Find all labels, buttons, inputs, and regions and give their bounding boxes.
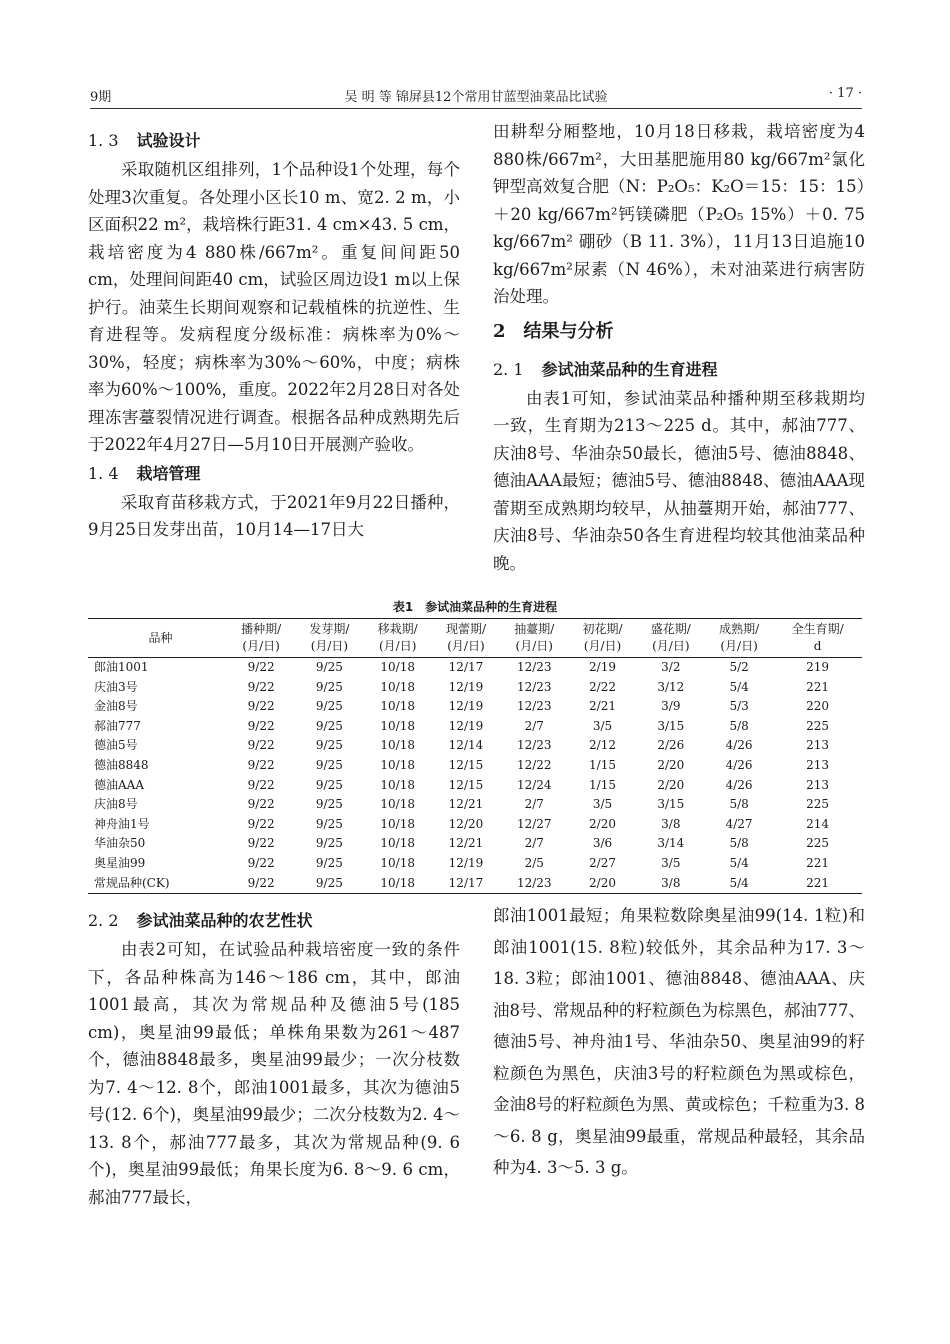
table-row <box>88 678 862 698</box>
table-cell: 2/7 <box>524 836 544 851</box>
table-cell: 12/24 <box>516 777 552 792</box>
table-cell: 9/22 <box>247 777 275 792</box>
table-cell: 2/5 <box>524 855 544 870</box>
table-cell: 12/19 <box>448 699 484 714</box>
table-row <box>88 658 862 678</box>
table-cell: 12/21 <box>448 836 484 851</box>
table-cell: 2/7 <box>524 797 544 812</box>
table-cell: 9/25 <box>315 738 343 753</box>
table-cell: 10/18 <box>380 797 415 812</box>
table-cell: 2/20 <box>657 757 685 772</box>
left-column-bottom <box>88 906 460 1211</box>
section-1-3-heading: 1. 3 试验设计 <box>88 131 201 150</box>
table-cell: 9/22 <box>247 738 275 753</box>
section-2-heading: 2 结果与分析 <box>493 320 614 342</box>
table-cell: 3/8 <box>661 816 681 831</box>
table-cell: 9/22 <box>247 797 275 812</box>
table-cell: 12/23 <box>516 875 552 890</box>
table-cell: 9/25 <box>315 757 343 772</box>
table-cell: 1/15 <box>589 757 616 772</box>
table-cell: 10/18 <box>380 836 415 851</box>
table-cell: 12/23 <box>516 738 552 753</box>
table-cell: 2/7 <box>524 718 544 733</box>
table-cell: 2/19 <box>589 660 616 674</box>
table-row <box>88 717 862 737</box>
table-cell: 9/22 <box>247 699 275 714</box>
continued-paragraph-2: 郎油1001最短；角果粒数除奥星油99(14. 1粒)和郎油1001(15. 8粒)较低外，其余品种为17. 3～18. 3粒；郎油1001、德油8848、德油AAA、庆油8号、常规品种的籽粒颜色为棕黑色，郝油777、德油5号、神舟油1号、华油杂50、奥星油99的籽粒颜色为黑色，庆油3号的籽粒颜色为黑或棕色，金油8号的籽粒颜色为黑、黄或棕色；千粒重为3. 8～6. 8 g，奥星油99最重，常规品种最轻，其余品种为4. 3～5. 3 g。 <box>493 906 865 1177</box>
table-row <box>88 815 862 835</box>
section-1-3-paragraph: 采取随机区组排列，1个品种设1个处理，每个处理3次重复。各处理小区长10 m、宽2. 2 m，小区面积22 m²，栽培株行距31. 4 cm×43. 5 cm，栽培密度为4 880株/667m²。重复间间距50 cm，处理间间距40 cm，试验区周边设1 m以上保护行。油菜生长期间观察和记载植株的抗逆性、生育进程等。发病程度分级标准：病株率为0%～30%，轻度；病株率为30%～60%，中度；病株率为60%～100%，重度。2022年2月28日对各处理冻害薹裂情况进行调查。根据各品种成熟期先后于2022年4月27日—5月10日开展测产验收。 <box>88 160 460 454</box>
table-cell: 9/25 <box>315 875 343 890</box>
table-cell: 12/22 <box>516 757 552 772</box>
section-2-2-heading: 2. 2 参试油菜品种的农艺性状 <box>88 911 313 930</box>
table-cell: 12/27 <box>516 816 552 831</box>
table-cell: 10/18 <box>380 718 415 733</box>
table-cell: 9/25 <box>315 699 343 714</box>
table-cell: 12/19 <box>448 679 484 694</box>
table-cell: 12/23 <box>516 660 552 674</box>
table-cell: 5/8 <box>729 718 749 733</box>
left-column-top <box>88 126 460 544</box>
table-cell: 2/27 <box>589 855 616 870</box>
table-row <box>88 756 862 776</box>
section-1-4-heading: 1. 4 栽培管理 <box>88 463 201 483</box>
table-cell: 4/27 <box>725 816 753 831</box>
table-cell: 12/14 <box>448 738 484 753</box>
table-cell: 2/22 <box>589 679 616 694</box>
variety-name-cell: 德油8848 <box>94 757 149 772</box>
table-cell: 1/15 <box>589 777 616 792</box>
table-cell: 213 <box>806 757 830 772</box>
variety-name-cell: 奥星油99 <box>94 855 146 870</box>
table-cell: 9/25 <box>315 660 343 674</box>
table-cell: 9/22 <box>247 875 275 890</box>
table-cell: 213 <box>806 738 830 753</box>
issue-number: 9期 <box>90 90 112 105</box>
table-cell: 10/18 <box>380 816 415 831</box>
table-row <box>88 854 862 874</box>
table-cell: 12/15 <box>448 777 484 792</box>
right-column-top <box>493 118 865 577</box>
table-cell: 9/25 <box>315 836 343 851</box>
table-header-cell: 发芽期/ (月/日) <box>309 622 350 653</box>
section-2-1-heading: 2. 1 参试油菜品种的生育进程 <box>493 359 718 379</box>
table-cell: 10/18 <box>380 777 415 792</box>
running-title: 吴 明 等 锦屏县12个常用甘蓝型油菜品比试验 <box>344 90 608 105</box>
table-cell: 4/26 <box>725 757 753 772</box>
table-cell: 3/14 <box>657 836 685 851</box>
table-cell: 10/18 <box>380 855 415 870</box>
table-cell: 2/12 <box>589 738 616 753</box>
table-row <box>88 834 862 854</box>
table-cell: 213 <box>806 777 830 792</box>
section-2-1-paragraph: 由表1可知，参试油菜品种播种期至移栽期均一致，生育期为213～225 d。其中，郝油777、庆油8号、华油杂50最长，德油5号、德油8848、德油AAA最短；德油5号、德油8848、德油AAA现蕾期至成熟期均较早，从抽薹期开始，郝油777、庆油8号、华油杂50各生育进程均较其他油菜品种晚。 <box>493 388 865 573</box>
variety-name-cell: 庆油8号 <box>94 797 138 812</box>
table-cell: 5/4 <box>729 855 749 870</box>
table-cell: 10/18 <box>380 757 415 772</box>
table-cell: 3/12 <box>657 679 685 694</box>
table-cell: 9/22 <box>247 757 275 772</box>
table-cell: 12/15 <box>448 757 484 772</box>
table-cell: 12/19 <box>448 855 484 870</box>
table-header-cell: 现蕾期/ (月/日) <box>445 622 486 653</box>
table-cell: 225 <box>806 836 830 851</box>
table-cell: 221 <box>806 855 830 870</box>
table-cell: 9/25 <box>315 816 343 831</box>
variety-name-cell: 金油8号 <box>94 699 138 714</box>
table-header-cell: 品种 <box>148 630 173 645</box>
table-cell: 5/3 <box>729 699 749 714</box>
table-row <box>88 874 862 894</box>
table-header-cell: 抽薹期/ (月/日) <box>514 622 555 653</box>
variety-name-cell: 德油AAA <box>94 777 144 792</box>
table-header-cell: 全生育期/ d <box>791 622 844 653</box>
table-1 <box>88 618 862 894</box>
table-row <box>88 776 862 796</box>
running-header <box>90 80 862 109</box>
table-cell: 3/15 <box>657 718 685 733</box>
table-cell: 225 <box>806 797 830 812</box>
page-number: · 17 · <box>828 86 862 101</box>
table-header-row <box>88 619 862 658</box>
table-cell: 9/25 <box>315 797 343 812</box>
table-cell: 3/15 <box>657 797 685 812</box>
table-cell: 219 <box>806 660 830 674</box>
table-cell: 10/18 <box>380 738 415 753</box>
variety-name-cell: 德油5号 <box>94 738 138 753</box>
table-cell: 9/22 <box>247 836 275 851</box>
variety-name-cell: 华油杂50 <box>94 836 146 851</box>
table-cell: 9/25 <box>315 718 343 733</box>
table-cell: 12/23 <box>516 699 552 714</box>
table-cell: 214 <box>806 816 830 831</box>
table-cell: 12/20 <box>448 816 484 831</box>
table-cell: 12/19 <box>448 718 484 733</box>
table-cell: 9/22 <box>247 679 275 694</box>
table-header-cell: 盛花期/ (月/日) <box>650 622 691 653</box>
variety-name-cell: 常规品种(CK) <box>94 875 170 890</box>
variety-name-cell: 神舟油1号 <box>94 816 150 831</box>
table-cell: 3/2 <box>661 660 681 674</box>
table-cell: 10/18 <box>380 660 415 674</box>
table-cell: 5/4 <box>729 875 749 890</box>
table-cell: 9/22 <box>247 660 275 674</box>
continued-paragraph: 田耕犁分厢整地，10月18日移栽，栽培密度为4 880株/667m²，大田基肥施用80 kg/667m²氯化钾型高效复合肥（N：P₂O₅：K₂O＝15：15：15）＋20 kg/667m²钙镁磷肥（P₂O₅ 15%）＋0. 75 kg/667m² 硼砂（B 11. 3%），11月13日追施10 kg/667m²尿素（N 46%），未对油菜进行病害防治处理。 <box>493 122 865 306</box>
table-cell: 9/25 <box>315 777 343 792</box>
table-cell: 12/23 <box>516 679 552 694</box>
table-row <box>88 697 862 717</box>
section-2-2-paragraph: 由表2可知，在试验品种栽培密度一致的条件下，各品种株高为146～186 cm，其中，郎油1001最高，其次为常规品种及德油5号(185 cm)，奥星油99最低；单株角果数为261～487个，德油8848最多，奥星油99最少；一次分枝数为7. 4～12. 8个，郎油1001最多，其次为德油5号(12. 6个)，奥星油99最少；二次分枝数为2. 4～13. 8个，郝油777最多，其次为常规品种(9. 6个)，奥星油99最低；角果长度为6. 8～9. 6 cm，郝油777最长， <box>88 940 460 1207</box>
table-cell: 3/6 <box>592 836 613 851</box>
table-header-cell: 移栽期/ (月/日) <box>377 622 418 653</box>
table-cell: 10/18 <box>380 875 415 890</box>
table-cell: 5/8 <box>729 836 749 851</box>
table-cell: 5/8 <box>729 797 749 812</box>
table-cell: 3/8 <box>661 875 681 890</box>
table-cell: 10/18 <box>380 699 415 714</box>
table-cell: 220 <box>806 699 830 714</box>
table-cell: 5/2 <box>729 660 749 674</box>
right-column-bottom <box>493 900 865 1184</box>
table-header-cell: 成熟期/ (月/日) <box>719 622 760 653</box>
table-cell: 2/20 <box>589 875 616 890</box>
table-cell: 12/17 <box>448 660 484 674</box>
table-row <box>88 795 862 815</box>
table-header-cell: 播种期/ (月/日) <box>241 622 282 653</box>
table-cell: 12/17 <box>448 875 484 890</box>
table-cell: 4/26 <box>725 777 753 792</box>
variety-name-cell: 郎油1001 <box>94 660 149 674</box>
table-cell: 3/5 <box>592 718 613 733</box>
table-cell: 12/21 <box>448 797 484 812</box>
table-cell: 3/9 <box>661 699 681 714</box>
table-cell: 9/25 <box>315 855 343 870</box>
table-cell: 5/4 <box>729 679 749 694</box>
variety-name-cell: 庆油3号 <box>94 679 138 694</box>
table-cell: 225 <box>806 718 830 733</box>
table-row <box>88 736 862 756</box>
table-cell: 9/25 <box>315 679 343 694</box>
table-cell: 3/5 <box>661 855 681 870</box>
table-cell: 3/5 <box>592 797 613 812</box>
table-cell: 2/20 <box>657 777 685 792</box>
table-cell: 4/26 <box>725 738 753 753</box>
table-cell: 2/26 <box>657 738 685 753</box>
variety-name-cell: 郝油777 <box>94 718 141 733</box>
table-cell: 2/20 <box>589 816 616 831</box>
table-cell: 9/22 <box>247 816 275 831</box>
section-1-4-paragraph: 采取育苗移栽方式，于2021年9月22日播种，9月25日发芽出苗，10月14—17日大 <box>88 492 460 539</box>
table-header-cell: 初花期/ (月/日) <box>582 622 623 653</box>
table-cell: 2/21 <box>589 699 616 714</box>
table-cell: 9/22 <box>247 855 275 870</box>
table-cell: 221 <box>806 875 830 890</box>
table-cell: 9/22 <box>247 718 275 733</box>
table-1-title: 表1 参试油菜品种的生育进程 <box>392 600 558 614</box>
table-cell: 221 <box>806 679 830 694</box>
table-cell: 10/18 <box>380 679 415 694</box>
